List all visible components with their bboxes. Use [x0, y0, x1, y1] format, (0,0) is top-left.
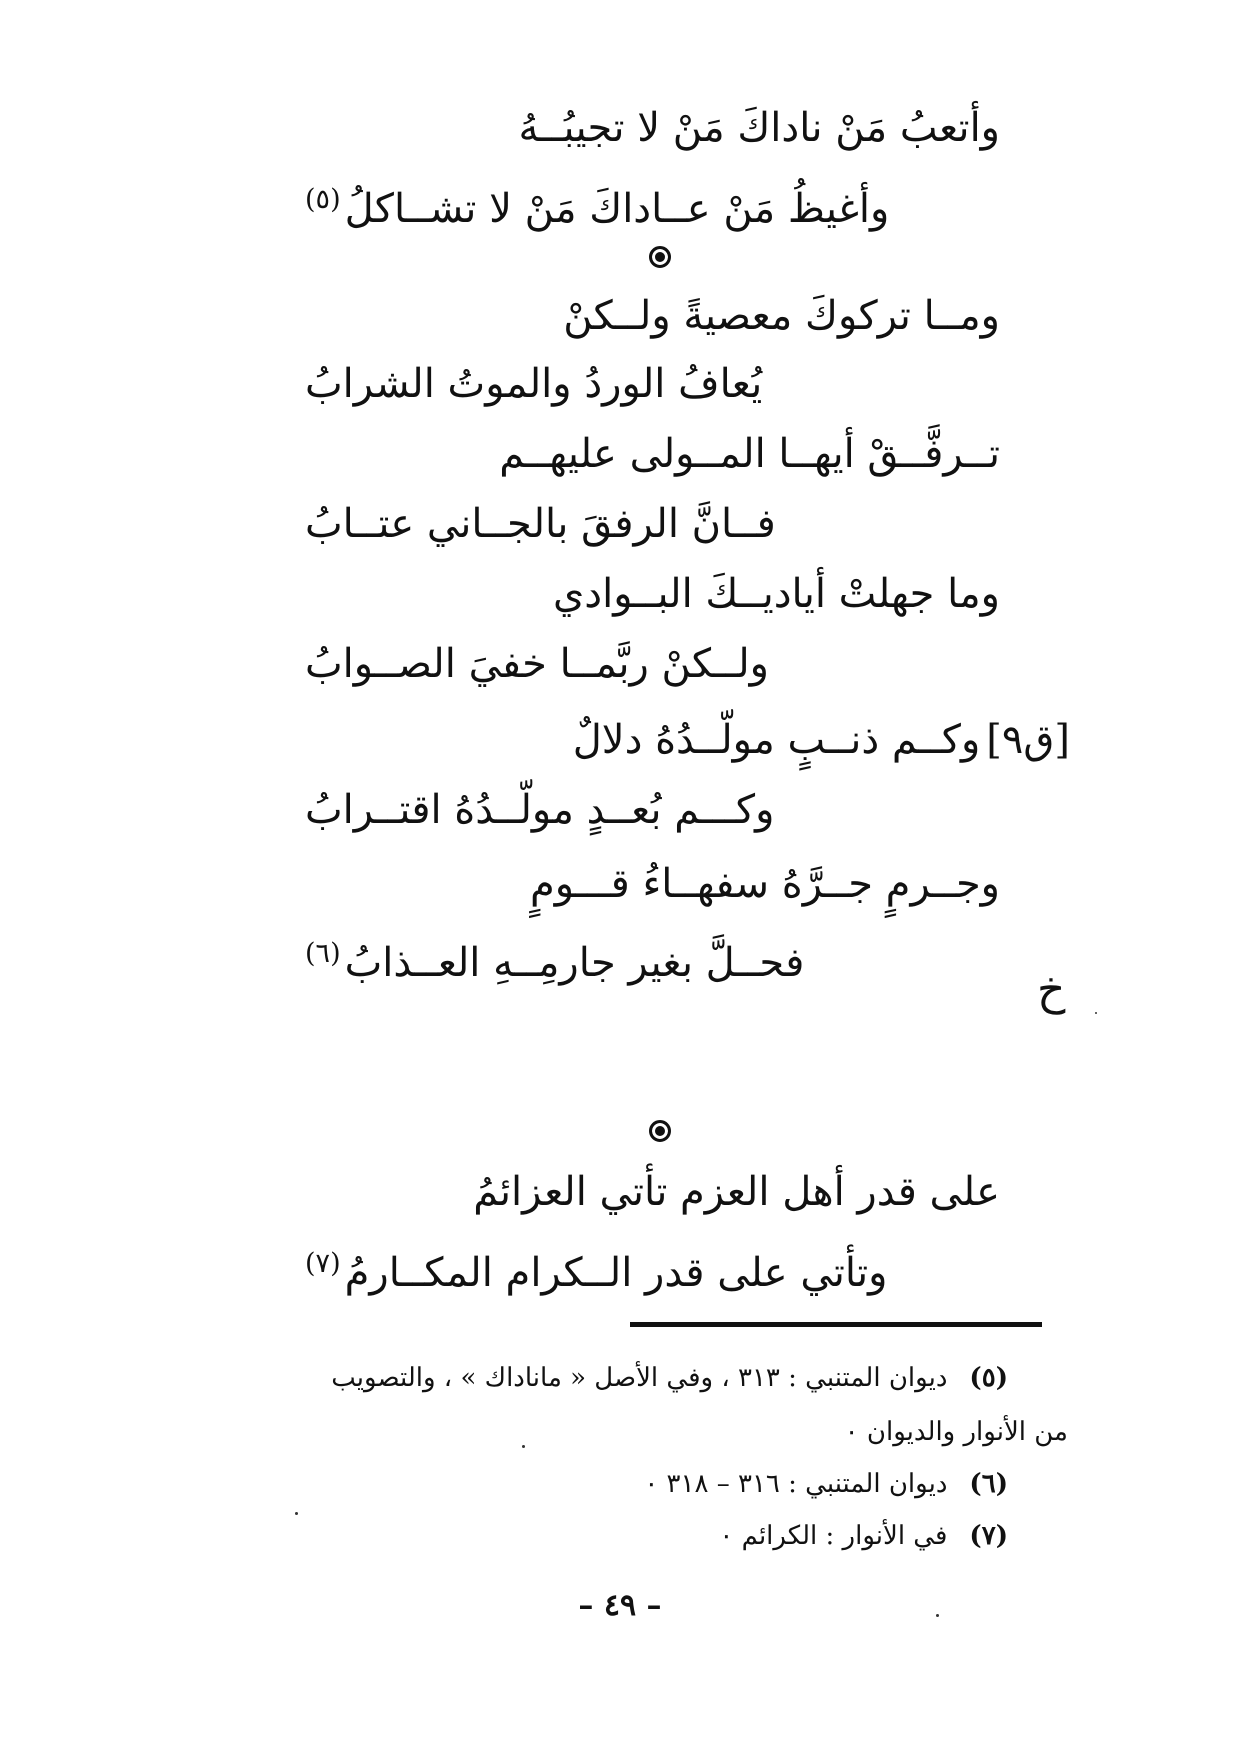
- folio-tag: [ق٩]: [986, 717, 1070, 763]
- footnote-number: (٦): [969, 1469, 1008, 1499]
- verse-line: [305, 924, 804, 993]
- footnote-text: ديوان المتنبي : ٣١٦ – ٣١٨ ٠: [644, 1469, 948, 1499]
- footnote-number: (٥): [969, 1363, 1008, 1393]
- scan-speck: [936, 1614, 939, 1617]
- section-marker-icon: [649, 246, 671, 268]
- verse-line: [530, 854, 1000, 914]
- scan-speck: [1095, 1012, 1097, 1014]
- verse-text: فــانَّ الرفقَ بالجــاني عتــابُ: [305, 501, 776, 547]
- footnote-continuation: [845, 1410, 1068, 1454]
- footnote-text: ديوان المتنبي : ٣١٣ ، وفي الأصل « ماناداك » ، والتصويب: [331, 1363, 948, 1393]
- verse-text: يُعافُ الوردُ والموتُ الشرابُ: [305, 361, 763, 407]
- verse-line: [305, 780, 774, 840]
- verse-text: وجــرمٍ جــرَّهُ سفهــاءُ قـــومٍ: [530, 861, 1000, 907]
- verse-text: وتأتي على قدر الــكرام المكــارمُ: [344, 1250, 888, 1296]
- verse-line: [305, 634, 769, 694]
- scan-speck: [522, 1445, 525, 1448]
- footnote: [331, 1356, 1008, 1400]
- footnote-divider: [630, 1322, 1042, 1327]
- footnote-text: من الأنوار والديوان ٠: [844, 1417, 1068, 1447]
- verse-text: تــرفَّــقْ أيهــا المــولى عليهــم: [499, 431, 1000, 477]
- verse-line: [519, 98, 1000, 158]
- verse-line: [473, 1162, 1000, 1222]
- verse-text: وأتعبُ مَنْ ناداكَ مَنْ لا تجيبُــهُ: [518, 105, 1000, 151]
- verse-line: [305, 170, 889, 239]
- verse-line: [305, 354, 762, 414]
- footnote-ref: (٥): [305, 184, 341, 215]
- verse-text: فحــلَّ بغير جارمِــهِ العــذابُ: [344, 940, 805, 986]
- verse-text: وأغيظُ مَنْ عــاداكَ مَنْ لا تشــاكلُ: [344, 186, 890, 232]
- footnote: [719, 1514, 1008, 1558]
- verse-text: وما جهلتْ أياديــكَ البــوادي: [553, 571, 1000, 617]
- verse-text: على قدر أهل العزم تأتي العزائمُ: [473, 1169, 1000, 1215]
- scan-speck: [295, 1512, 298, 1515]
- verse-line: [553, 564, 1000, 624]
- verse-text: ولــكنْ ربَّمــا خفيَ الصــوابُ: [305, 641, 769, 687]
- verse-line: [573, 710, 1070, 770]
- verse-text: وكـــم بُعــدٍ مولّــدُهُ اقتــرابُ: [305, 787, 775, 833]
- footnote-ref: (٧): [305, 1248, 341, 1279]
- footnote-text: في الأنوار : الكرائم ٠: [719, 1521, 948, 1551]
- margin-mark: خ: [1037, 964, 1066, 1015]
- page-number: – ٤٩ –: [578, 1588, 662, 1623]
- verse-text: ومــا تركوكَ معصيةً ولــكنْ: [563, 293, 1000, 339]
- footnote-number: (٧): [969, 1521, 1008, 1551]
- verse-line: [305, 1234, 887, 1303]
- footnote-ref: (٦): [305, 938, 341, 969]
- footnote: [644, 1462, 1008, 1506]
- verse-text: وكــم ذنــبٍ مولّــدُهُ دلالٌ: [572, 717, 981, 763]
- verse-line: [499, 424, 1000, 484]
- verse-line: [563, 286, 1000, 346]
- verse-line: [305, 494, 776, 554]
- section-marker-icon: [649, 1120, 671, 1142]
